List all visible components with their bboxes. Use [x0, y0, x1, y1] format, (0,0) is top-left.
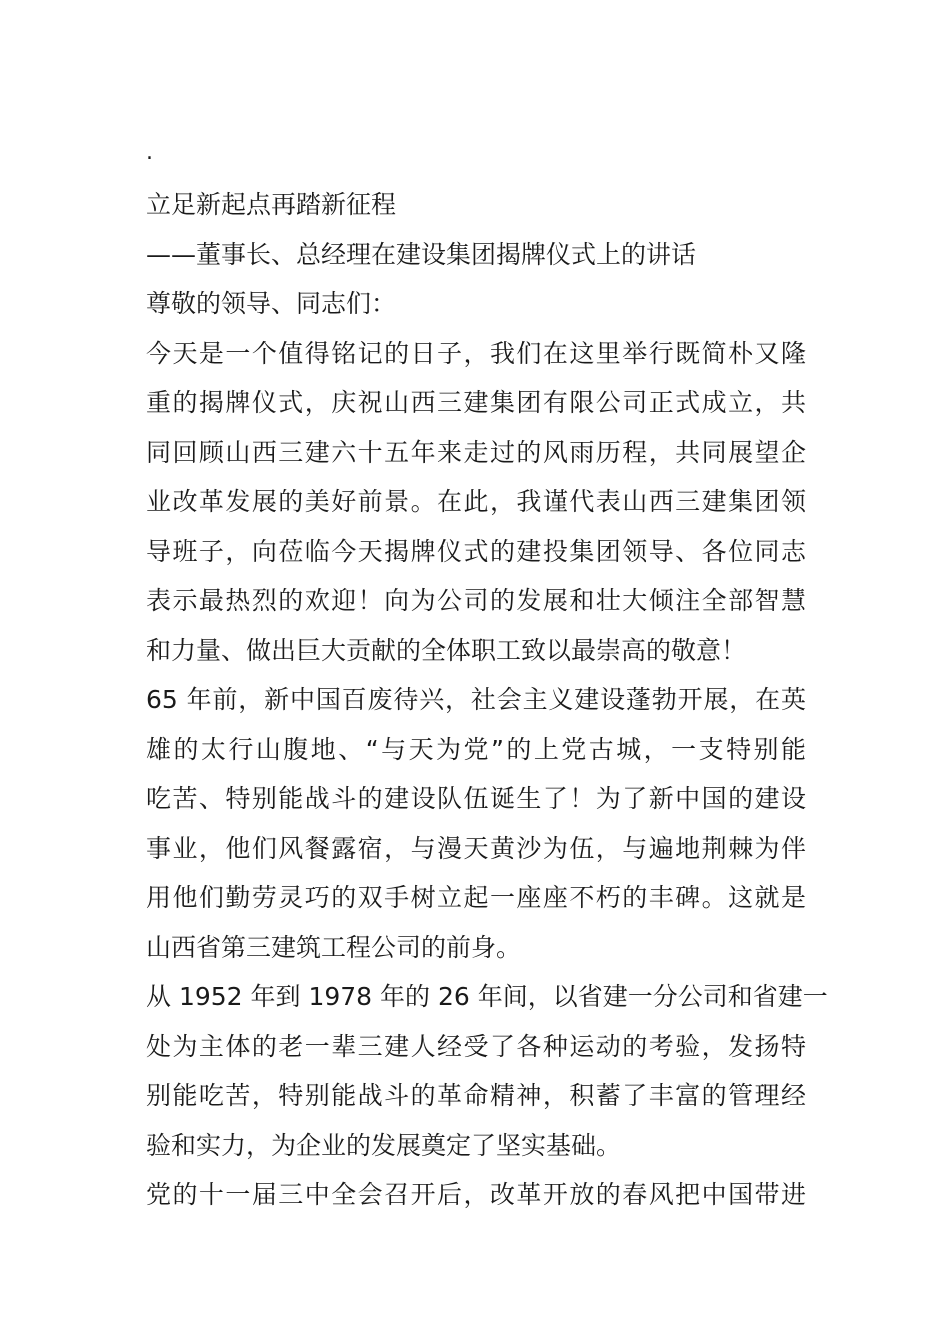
paragraph-line: 党的十一届三中全会召开后，改革开放的春风把中国带进 — [146, 1180, 806, 1209]
paragraph-3 — [146, 972, 828, 1170]
page-marker: . — [146, 140, 153, 165]
paragraph-line: 65 年前，新中国百废待兴，社会主义建设蓬勃开展，在英 — [146, 685, 806, 714]
paragraph-line: 从 1952 年到 1978 年的 26 年间，以省建一分公司和省建一 — [146, 982, 828, 1011]
paragraph-line: 吃苦、特别能战斗的建设队伍诞生了！为了新中国的建设 — [146, 784, 806, 813]
paragraph-4 — [146, 1170, 806, 1220]
document-subtitle: ——董事长、总经理在建设集团揭牌仪式上的讲话 — [146, 239, 697, 269]
paragraph-line: 处为主体的老一辈三建人经受了各种运动的考验，发扬特 — [146, 1031, 806, 1061]
document-title: 立足新起点再踏新征程 — [146, 190, 397, 219]
salutation: 尊敬的领导、同志们： — [146, 289, 397, 318]
paragraph-line: 业改革发展的美好前景。在此，我谨代表山西三建集团领 — [146, 487, 806, 516]
paragraph-line: 验和实力，为企业的发展奠定了坚实基础。 — [146, 1130, 622, 1160]
paragraph-line: 事业，他们风餐露宿，与漫天黄沙为伍，与遍地荆棘为伴 — [146, 833, 806, 863]
paragraph-line: 和力量、做出巨大贡献的全体职工致以最崇高的敬意！ — [146, 635, 747, 665]
paragraph-line: 别能吃苦，特别能战斗的革命精神，积蓄了丰富的管理经 — [146, 1081, 806, 1110]
paragraph-line: 雄的太行山腹地、“与天为党”的上党古城，一支特别能 — [146, 734, 806, 764]
paragraph-line: 导班子，向莅临今天揭牌仪式的建投集团领导、各位同志 — [146, 536, 806, 566]
paragraph-line: 今天是一个值得铭记的日子，我们在这里举行既简朴又隆 — [146, 338, 806, 368]
document-body — [146, 180, 828, 1220]
paragraph-line: 表示最热烈的欢迎！向为公司的发展和壮大倾注全部智慧 — [146, 586, 806, 615]
paragraph-line: 重的揭牌仪式，庆祝山西三建集团有限公司正式成立，共 — [146, 388, 806, 417]
paragraph-line: 同回顾山西三建六十五年来走过的风雨历程，共同展望企 — [146, 437, 806, 467]
paragraph-1 — [146, 329, 806, 676]
paragraph-line: 山西省第三建筑工程公司的前身。 — [146, 932, 522, 962]
paragraph-2 — [146, 675, 806, 972]
paragraph-line: 用他们勤劳灵巧的双手树立起一座座不朽的丰碑。这就是 — [146, 883, 806, 912]
